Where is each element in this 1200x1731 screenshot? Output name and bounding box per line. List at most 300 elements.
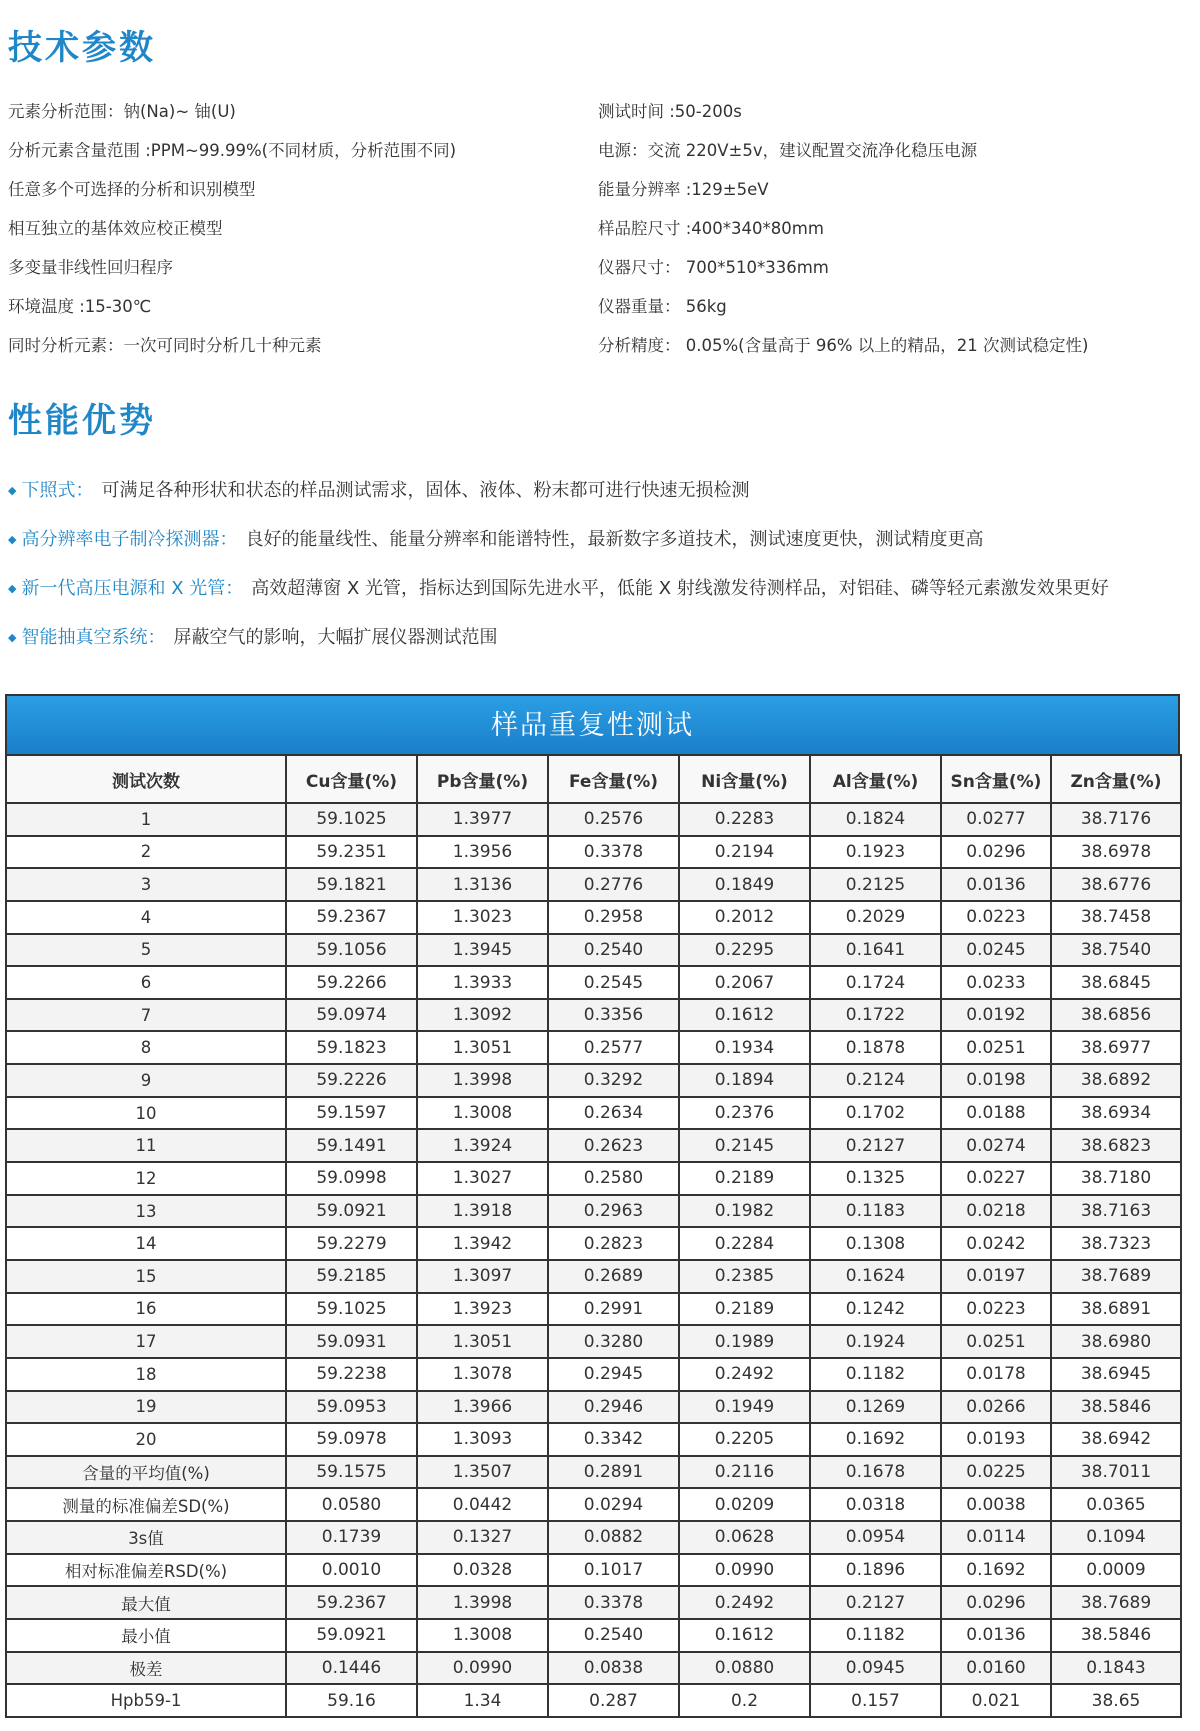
value-cell: 1.3097 bbox=[417, 1260, 548, 1293]
value-cell: 0.0580 bbox=[286, 1488, 417, 1521]
value-cell: 0.2492 bbox=[679, 1358, 810, 1391]
value-cell: 0.2067 bbox=[679, 966, 810, 999]
repeatability-table bbox=[5, 754, 1182, 1718]
value-cell: 59.1025 bbox=[286, 803, 417, 836]
value-cell: 0.0223 bbox=[941, 901, 1051, 934]
row-label-cell: 5 bbox=[6, 934, 286, 967]
value-cell: 38.7176 bbox=[1051, 803, 1181, 836]
value-cell: 0.2945 bbox=[548, 1358, 679, 1391]
row-label-cell: 19 bbox=[6, 1391, 286, 1424]
value-cell: 59.2367 bbox=[286, 1586, 417, 1619]
value-cell: 0.0296 bbox=[941, 836, 1051, 869]
value-cell: 0.0009 bbox=[1051, 1554, 1181, 1587]
value-cell: 0.2823 bbox=[548, 1227, 679, 1260]
value-cell: 0.0197 bbox=[941, 1260, 1051, 1293]
spec-right-item: 仪器尺寸： 700*510*336mm bbox=[598, 258, 829, 277]
row-label-cell: 含量的平均值(%) bbox=[6, 1456, 286, 1489]
table-row bbox=[6, 1554, 1181, 1587]
spec-right-item: 仪器重量： 56kg bbox=[598, 297, 727, 316]
value-cell: 0.0328 bbox=[417, 1554, 548, 1587]
value-cell: 38.6977 bbox=[1051, 1031, 1181, 1064]
value-cell: 38.5846 bbox=[1051, 1619, 1181, 1652]
value-cell: 0.1182 bbox=[810, 1619, 941, 1652]
column-header: Ni含量(%) bbox=[679, 755, 810, 803]
value-cell: 0.1724 bbox=[810, 966, 941, 999]
value-cell: 0.2580 bbox=[548, 1162, 679, 1195]
value-cell: 0.2492 bbox=[679, 1586, 810, 1619]
value-cell: 0.2205 bbox=[679, 1423, 810, 1456]
advantage-heading: 下照式： bbox=[21, 480, 94, 501]
table-row bbox=[6, 1358, 1181, 1391]
value-cell: 38.7180 bbox=[1051, 1162, 1181, 1195]
value-cell: 0.1989 bbox=[679, 1325, 810, 1358]
value-cell: 0.1843 bbox=[1051, 1652, 1181, 1685]
value-cell: 1.3945 bbox=[417, 934, 548, 967]
value-cell: 0.2891 bbox=[548, 1456, 679, 1489]
value-cell: 38.6776 bbox=[1051, 868, 1181, 901]
row-label-cell: 3s值 bbox=[6, 1521, 286, 1554]
row-label-cell: 17 bbox=[6, 1325, 286, 1358]
value-cell: 1.3507 bbox=[417, 1456, 548, 1489]
value-cell: 0.2963 bbox=[548, 1195, 679, 1228]
value-cell: 0.0192 bbox=[941, 999, 1051, 1032]
value-cell: 0.1308 bbox=[810, 1227, 941, 1260]
value-cell: 0.0227 bbox=[941, 1162, 1051, 1195]
table-row bbox=[6, 1097, 1181, 1130]
value-cell: 0.2 bbox=[679, 1684, 810, 1717]
value-cell: 1.3008 bbox=[417, 1619, 548, 1652]
spec-right-item: 电源：交流 220V±5v，建议配置交流净化稳压电源 bbox=[598, 141, 978, 160]
value-cell: 0.2283 bbox=[679, 803, 810, 836]
value-cell: 59.0931 bbox=[286, 1325, 417, 1358]
value-cell: 0.0880 bbox=[679, 1652, 810, 1685]
value-cell: 59.1025 bbox=[286, 1293, 417, 1326]
specs-left-column bbox=[8, 92, 456, 365]
value-cell: 0.2958 bbox=[548, 901, 679, 934]
row-label-cell: 测量的标准偏差SD(%) bbox=[6, 1488, 286, 1521]
row-label-cell: 15 bbox=[6, 1260, 286, 1293]
table-row bbox=[6, 1293, 1181, 1326]
value-cell: 0.0136 bbox=[941, 1619, 1051, 1652]
value-cell: 1.3027 bbox=[417, 1162, 548, 1195]
value-cell: 0.0136 bbox=[941, 868, 1051, 901]
value-cell: 0.0990 bbox=[417, 1652, 548, 1685]
value-cell: 0.1269 bbox=[810, 1391, 941, 1424]
row-label-cell: 18 bbox=[6, 1358, 286, 1391]
value-cell: 0.1242 bbox=[810, 1293, 941, 1326]
table-row bbox=[6, 1129, 1181, 1162]
value-cell: 0.2194 bbox=[679, 836, 810, 869]
value-cell: 0.0990 bbox=[679, 1554, 810, 1587]
value-cell: 59.2367 bbox=[286, 901, 417, 934]
value-cell: 1.3078 bbox=[417, 1358, 548, 1391]
value-cell: 1.3093 bbox=[417, 1423, 548, 1456]
table-row bbox=[6, 1619, 1181, 1652]
value-cell: 0.1327 bbox=[417, 1521, 548, 1554]
value-cell: 1.3023 bbox=[417, 901, 548, 934]
value-cell: 0.1923 bbox=[810, 836, 941, 869]
value-cell: 0.2189 bbox=[679, 1162, 810, 1195]
advantage-item bbox=[8, 613, 1198, 662]
value-cell: 1.3942 bbox=[417, 1227, 548, 1260]
value-cell: 0.0945 bbox=[810, 1652, 941, 1685]
value-cell: 1.3918 bbox=[417, 1195, 548, 1228]
spec-right-item: 能量分辨率 :129±5eV bbox=[598, 180, 769, 199]
specs-right-column bbox=[598, 92, 1088, 365]
value-cell: 0.1878 bbox=[810, 1031, 941, 1064]
value-cell: 59.2226 bbox=[286, 1064, 417, 1097]
value-cell: 0.1739 bbox=[286, 1521, 417, 1554]
value-cell: 0.0954 bbox=[810, 1521, 941, 1554]
value-cell: 38.6892 bbox=[1051, 1064, 1181, 1097]
table-header-row bbox=[6, 755, 1181, 803]
value-cell: 0.0223 bbox=[941, 1293, 1051, 1326]
advantage-heading: 智能抽真空系统： bbox=[21, 627, 166, 648]
diamond-bullet-icon: ◆ bbox=[8, 484, 17, 497]
table-row bbox=[6, 966, 1181, 999]
value-cell: 1.3051 bbox=[417, 1031, 548, 1064]
table-row bbox=[6, 1521, 1181, 1554]
value-cell: 0.0296 bbox=[941, 1586, 1051, 1619]
value-cell: 1.3966 bbox=[417, 1391, 548, 1424]
value-cell: 59.2238 bbox=[286, 1358, 417, 1391]
value-cell: 0.021 bbox=[941, 1684, 1051, 1717]
table-row bbox=[6, 1423, 1181, 1456]
value-cell: 1.3956 bbox=[417, 836, 548, 869]
value-cell: 59.2351 bbox=[286, 836, 417, 869]
row-label-cell: 4 bbox=[6, 901, 286, 934]
value-cell: 0.2385 bbox=[679, 1260, 810, 1293]
table-title: 样品重复性测试 bbox=[5, 694, 1180, 754]
value-cell: 0.3378 bbox=[548, 1586, 679, 1619]
table-row bbox=[6, 1064, 1181, 1097]
table-row bbox=[6, 901, 1181, 934]
advantage-item bbox=[8, 515, 1198, 564]
value-cell: 0.1612 bbox=[679, 999, 810, 1032]
value-cell: 0.1612 bbox=[679, 1619, 810, 1652]
value-cell: 0.1722 bbox=[810, 999, 941, 1032]
value-cell: 59.0978 bbox=[286, 1423, 417, 1456]
value-cell: 0.2012 bbox=[679, 901, 810, 934]
value-cell: 38.6980 bbox=[1051, 1325, 1181, 1358]
value-cell: 1.3923 bbox=[417, 1293, 548, 1326]
value-cell: 0.0160 bbox=[941, 1652, 1051, 1685]
value-cell: 0.0010 bbox=[286, 1554, 417, 1587]
value-cell: 0.1894 bbox=[679, 1064, 810, 1097]
value-cell: 0.2125 bbox=[810, 868, 941, 901]
row-label-cell: 相对标准偏差RSD(%) bbox=[6, 1554, 286, 1587]
row-label-cell: 14 bbox=[6, 1227, 286, 1260]
value-cell: 0.1641 bbox=[810, 934, 941, 967]
row-label-cell: 最大值 bbox=[6, 1586, 286, 1619]
value-cell: 0.2991 bbox=[548, 1293, 679, 1326]
value-cell: 0.2577 bbox=[548, 1031, 679, 1064]
value-cell: 59.1823 bbox=[286, 1031, 417, 1064]
value-cell: 38.5846 bbox=[1051, 1391, 1181, 1424]
value-cell: 59.1056 bbox=[286, 934, 417, 967]
value-cell: 0.2189 bbox=[679, 1293, 810, 1326]
value-cell: 0.0178 bbox=[941, 1358, 1051, 1391]
row-label-cell: Hpb59-1 bbox=[6, 1684, 286, 1717]
row-label-cell: 2 bbox=[6, 836, 286, 869]
value-cell: 0.3292 bbox=[548, 1064, 679, 1097]
value-cell: 38.65 bbox=[1051, 1684, 1181, 1717]
value-cell: 0.2545 bbox=[548, 966, 679, 999]
diamond-bullet-icon: ◆ bbox=[8, 582, 17, 595]
diamond-bullet-icon: ◆ bbox=[8, 631, 17, 644]
value-cell: 1.3924 bbox=[417, 1129, 548, 1162]
value-cell: 38.6856 bbox=[1051, 999, 1181, 1032]
value-cell: 0.287 bbox=[548, 1684, 679, 1717]
value-cell: 59.1597 bbox=[286, 1097, 417, 1130]
advantage-item bbox=[8, 564, 1198, 613]
value-cell: 38.7458 bbox=[1051, 901, 1181, 934]
value-cell: 0.1692 bbox=[810, 1423, 941, 1456]
value-cell: 0.0838 bbox=[548, 1652, 679, 1685]
value-cell: 38.7689 bbox=[1051, 1586, 1181, 1619]
value-cell: 59.0921 bbox=[286, 1195, 417, 1228]
advantages-title: 性能优势 bbox=[8, 401, 156, 441]
table-row bbox=[6, 1227, 1181, 1260]
row-label-cell: 7 bbox=[6, 999, 286, 1032]
value-cell: 1.3051 bbox=[417, 1325, 548, 1358]
value-cell: 0.157 bbox=[810, 1684, 941, 1717]
value-cell: 38.6823 bbox=[1051, 1129, 1181, 1162]
value-cell: 38.7323 bbox=[1051, 1227, 1181, 1260]
value-cell: 59.2279 bbox=[286, 1227, 417, 1260]
value-cell: 38.6942 bbox=[1051, 1423, 1181, 1456]
row-label-cell: 20 bbox=[6, 1423, 286, 1456]
value-cell: 59.1491 bbox=[286, 1129, 417, 1162]
value-cell: 0.2284 bbox=[679, 1227, 810, 1260]
value-cell: 0.2540 bbox=[548, 934, 679, 967]
value-cell: 0.1182 bbox=[810, 1358, 941, 1391]
value-cell: 1.3998 bbox=[417, 1064, 548, 1097]
spec-left-item: 相互独立的基体效应校正模型 bbox=[8, 219, 223, 238]
value-cell: 38.7163 bbox=[1051, 1195, 1181, 1228]
row-label-cell: 13 bbox=[6, 1195, 286, 1228]
value-cell: 59.0921 bbox=[286, 1619, 417, 1652]
value-cell: 0.1678 bbox=[810, 1456, 941, 1489]
advantage-text: 屏蔽空气的影响，大幅扩展仪器测试范围 bbox=[173, 627, 498, 648]
value-cell: 0.2116 bbox=[679, 1456, 810, 1489]
row-label-cell: 3 bbox=[6, 868, 286, 901]
value-cell: 0.3280 bbox=[548, 1325, 679, 1358]
value-cell: 1.3092 bbox=[417, 999, 548, 1032]
value-cell: 0.1934 bbox=[679, 1031, 810, 1064]
row-label-cell: 12 bbox=[6, 1162, 286, 1195]
row-label-cell: 16 bbox=[6, 1293, 286, 1326]
spec-right-item: 测试时间 :50-200s bbox=[598, 102, 742, 121]
value-cell: 38.6934 bbox=[1051, 1097, 1181, 1130]
value-cell: 0.3378 bbox=[548, 836, 679, 869]
table-row bbox=[6, 1031, 1181, 1064]
table-row bbox=[6, 836, 1181, 869]
value-cell: 0.2124 bbox=[810, 1064, 941, 1097]
value-cell: 0.0266 bbox=[941, 1391, 1051, 1424]
diamond-bullet-icon: ◆ bbox=[8, 533, 17, 546]
value-cell: 0.0209 bbox=[679, 1488, 810, 1521]
value-cell: 0.0242 bbox=[941, 1227, 1051, 1260]
value-cell: 0.0277 bbox=[941, 803, 1051, 836]
table-row bbox=[6, 1260, 1181, 1293]
table-row bbox=[6, 1456, 1181, 1489]
value-cell: 0.2623 bbox=[548, 1129, 679, 1162]
value-cell: 0.0188 bbox=[941, 1097, 1051, 1130]
spec-left-item: 同时分析元素：一次可同时分析几十种元素 bbox=[8, 336, 322, 355]
value-cell: 0.0198 bbox=[941, 1064, 1051, 1097]
repeatability-table-container bbox=[5, 694, 1180, 1718]
value-cell: 0.0218 bbox=[941, 1195, 1051, 1228]
value-cell: 0.0628 bbox=[679, 1521, 810, 1554]
value-cell: 0.1982 bbox=[679, 1195, 810, 1228]
value-cell: 0.1183 bbox=[810, 1195, 941, 1228]
value-cell: 38.6945 bbox=[1051, 1358, 1181, 1391]
spec-right-item: 样品腔尺寸 :400*340*80mm bbox=[598, 219, 824, 238]
column-header: Al含量(%) bbox=[810, 755, 941, 803]
value-cell: 0.0251 bbox=[941, 1031, 1051, 1064]
column-header: Cu含量(%) bbox=[286, 755, 417, 803]
value-cell: 0.0274 bbox=[941, 1129, 1051, 1162]
value-cell: 0.0251 bbox=[941, 1325, 1051, 1358]
value-cell: 0.0114 bbox=[941, 1521, 1051, 1554]
value-cell: 1.34 bbox=[417, 1684, 548, 1717]
advantage-text: 高效超薄窗 X 光管，指标达到国际先进水平，低能 X 射线激发待测样品，对铝硅、磷等轻元素激发效果更好 bbox=[251, 578, 1109, 599]
value-cell: 0.1824 bbox=[810, 803, 941, 836]
table-row bbox=[6, 1162, 1181, 1195]
value-cell: 0.2029 bbox=[810, 901, 941, 934]
value-cell: 1.3998 bbox=[417, 1586, 548, 1619]
value-cell: 0.1017 bbox=[548, 1554, 679, 1587]
value-cell: 0.2946 bbox=[548, 1391, 679, 1424]
table-body bbox=[6, 803, 1181, 1717]
value-cell: 0.2145 bbox=[679, 1129, 810, 1162]
value-cell: 59.0998 bbox=[286, 1162, 417, 1195]
table-row bbox=[6, 999, 1181, 1032]
value-cell: 0.2634 bbox=[548, 1097, 679, 1130]
value-cell: 0.0294 bbox=[548, 1488, 679, 1521]
value-cell: 59.1821 bbox=[286, 868, 417, 901]
table-row bbox=[6, 1391, 1181, 1424]
advantages-list bbox=[8, 466, 1198, 662]
row-label-cell: 最小值 bbox=[6, 1619, 286, 1652]
row-label-cell: 11 bbox=[6, 1129, 286, 1162]
value-cell: 0.1702 bbox=[810, 1097, 941, 1130]
value-cell: 0.2776 bbox=[548, 868, 679, 901]
value-cell: 0.0038 bbox=[941, 1488, 1051, 1521]
table-row bbox=[6, 1325, 1181, 1358]
value-cell: 0.0225 bbox=[941, 1456, 1051, 1489]
value-cell: 38.7011 bbox=[1051, 1456, 1181, 1489]
value-cell: 0.2127 bbox=[810, 1129, 941, 1162]
value-cell: 0.2127 bbox=[810, 1586, 941, 1619]
row-label-cell: 9 bbox=[6, 1064, 286, 1097]
value-cell: 0.1896 bbox=[810, 1554, 941, 1587]
value-cell: 59.0953 bbox=[286, 1391, 417, 1424]
spec-left-item: 环境温度 :15-30℃ bbox=[8, 297, 152, 316]
row-label-cell: 8 bbox=[6, 1031, 286, 1064]
table-row bbox=[6, 1488, 1181, 1521]
value-cell: 0.0442 bbox=[417, 1488, 548, 1521]
value-cell: 0.0882 bbox=[548, 1521, 679, 1554]
value-cell: 0.1446 bbox=[286, 1652, 417, 1685]
specs-title: 技术参数 bbox=[8, 28, 156, 68]
value-cell: 0.0245 bbox=[941, 934, 1051, 967]
value-cell: 38.7540 bbox=[1051, 934, 1181, 967]
value-cell: 38.7689 bbox=[1051, 1260, 1181, 1293]
table-row bbox=[6, 1652, 1181, 1685]
value-cell: 0.1094 bbox=[1051, 1521, 1181, 1554]
spec-left-item: 元素分析范围：钠(Na)~ 铀(U) bbox=[8, 102, 236, 121]
value-cell: 38.6891 bbox=[1051, 1293, 1181, 1326]
table-row bbox=[6, 1195, 1181, 1228]
column-header: 测试次数 bbox=[6, 755, 286, 803]
value-cell: 59.1575 bbox=[286, 1456, 417, 1489]
value-cell: 1.3136 bbox=[417, 868, 548, 901]
row-label-cell: 10 bbox=[6, 1097, 286, 1130]
value-cell: 1.3977 bbox=[417, 803, 548, 836]
table-row bbox=[6, 1684, 1181, 1717]
table-row bbox=[6, 803, 1181, 836]
row-label-cell: 1 bbox=[6, 803, 286, 836]
value-cell: 59.0974 bbox=[286, 999, 417, 1032]
value-cell: 59.16 bbox=[286, 1684, 417, 1717]
spec-left-item: 分析元素含量范围 :PPM~99.99%(不同材质，分析范围不同) bbox=[8, 141, 457, 160]
value-cell: 0.1949 bbox=[679, 1391, 810, 1424]
advantage-text: 可满足各种形状和状态的样品测试需求，固体、液体、粉末都可进行快速无损检测 bbox=[101, 480, 750, 501]
value-cell: 0.2689 bbox=[548, 1260, 679, 1293]
value-cell: 0.1624 bbox=[810, 1260, 941, 1293]
advantage-text: 良好的能量线性、能量分辨率和能谱特性，最新数字多道技术，测试速度更快，测试精度更高 bbox=[245, 529, 984, 550]
value-cell: 0.1924 bbox=[810, 1325, 941, 1358]
value-cell: 0.0233 bbox=[941, 966, 1051, 999]
value-cell: 0.3356 bbox=[548, 999, 679, 1032]
value-cell: 59.2185 bbox=[286, 1260, 417, 1293]
row-label-cell: 极差 bbox=[6, 1652, 286, 1685]
value-cell: 0.2376 bbox=[679, 1097, 810, 1130]
table-row bbox=[6, 1586, 1181, 1619]
value-cell: 0.2576 bbox=[548, 803, 679, 836]
table-row bbox=[6, 934, 1181, 967]
spec-right-item: 分析精度： 0.05%(含量高于 96% 以上的精品，21 次测试稳定性) bbox=[598, 336, 1089, 355]
value-cell: 38.6978 bbox=[1051, 836, 1181, 869]
column-header: Sn含量(%) bbox=[941, 755, 1051, 803]
value-cell: 0.1692 bbox=[941, 1554, 1051, 1587]
column-header: Fe含量(%) bbox=[548, 755, 679, 803]
spec-left-item: 多变量非线性回归程序 bbox=[8, 258, 173, 277]
value-cell: 0.0365 bbox=[1051, 1488, 1181, 1521]
spec-left-item: 任意多个可选择的分析和识别模型 bbox=[8, 180, 256, 199]
column-header: Pb含量(%) bbox=[417, 755, 548, 803]
value-cell: 0.1849 bbox=[679, 868, 810, 901]
column-header: Zn含量(%) bbox=[1051, 755, 1181, 803]
value-cell: 0.3342 bbox=[548, 1423, 679, 1456]
table-row bbox=[6, 868, 1181, 901]
advantage-heading: 高分辨率电子制冷探测器： bbox=[21, 529, 238, 550]
value-cell: 0.2540 bbox=[548, 1619, 679, 1652]
value-cell: 0.2295 bbox=[679, 934, 810, 967]
row-label-cell: 6 bbox=[6, 966, 286, 999]
value-cell: 1.3008 bbox=[417, 1097, 548, 1130]
value-cell: 0.1325 bbox=[810, 1162, 941, 1195]
value-cell: 59.2266 bbox=[286, 966, 417, 999]
advantage-item bbox=[8, 466, 1198, 515]
value-cell: 0.0318 bbox=[810, 1488, 941, 1521]
advantage-heading: 新一代高压电源和 X 光管： bbox=[21, 578, 244, 599]
value-cell: 38.6845 bbox=[1051, 966, 1181, 999]
value-cell: 1.3933 bbox=[417, 966, 548, 999]
value-cell: 0.0193 bbox=[941, 1423, 1051, 1456]
